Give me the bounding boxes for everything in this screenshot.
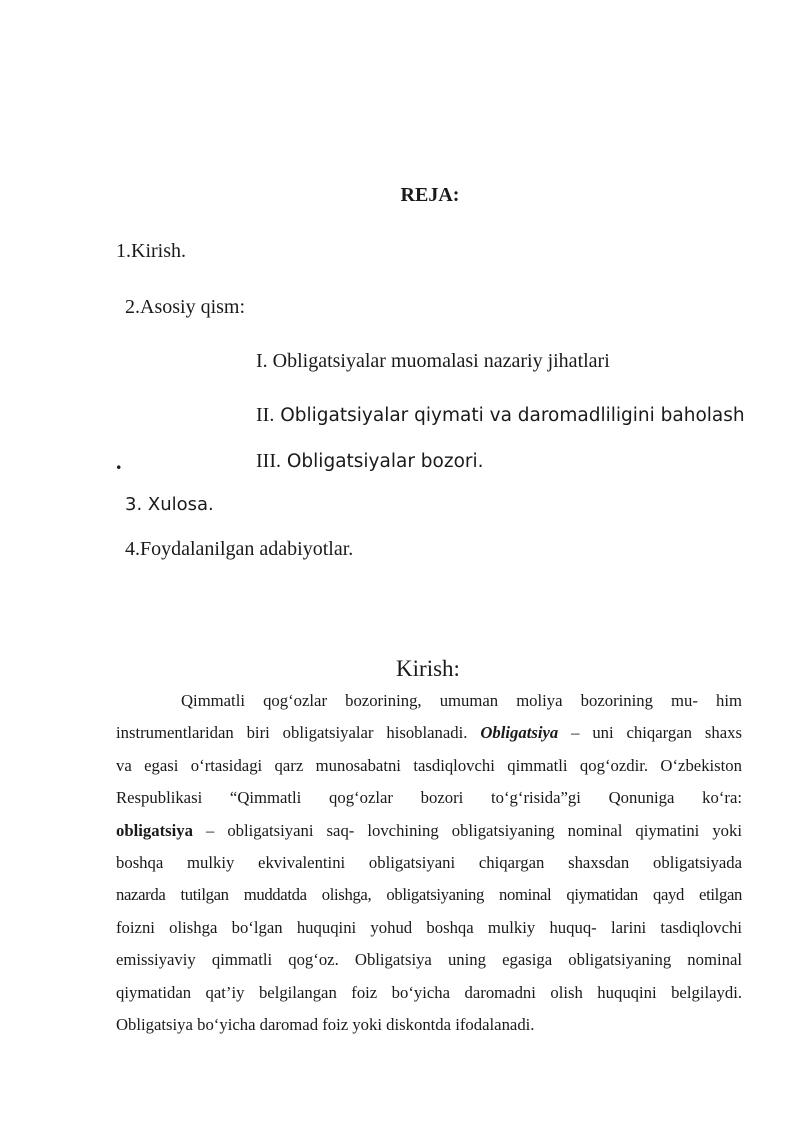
paragraph-line: Obligatsiya bo‘yicha daromad foiz yoki diskontda ifodalanadi. — [116, 1014, 535, 1034]
plan-subitem-2 — [256, 404, 745, 427]
plan-subitem-2-number: II. — [256, 404, 275, 426]
paragraph-line — [116, 815, 742, 847]
plan-title: REJA: — [400, 184, 460, 206]
plan-item-main-part: 2.Asosiy qism: — [125, 296, 246, 318]
paragraph-line: foizni olishga bo‘lgan huquqini yohud boshqa mulkiy huquq- larini tasdiqlovchi — [116, 917, 742, 937]
section-title: Kirish: — [396, 656, 460, 681]
paragraph-line: emissiyaviy qimmatli qog‘oz. Obligatsiya uning egasiga obligatsiyaning nominal — [116, 950, 742, 970]
paragraph-text: – uni chiqargan shaxs — [558, 723, 742, 743]
paragraph-line: Respublikasi “Qimmatli qog‘ozlar bozori to‘g‘risida”gi Qonuniga ko‘ra: — [116, 788, 742, 808]
plan-item-introduction: 1.Kirish. — [116, 240, 186, 262]
intro-paragraph — [116, 685, 742, 1041]
plan-item-conclusion: 3. Xulosa. — [125, 494, 214, 515]
plan-subitem-3-number: III. — [256, 450, 281, 472]
plan-subitem-3 — [256, 450, 484, 473]
paragraph-line: boshqa mulkiy ekvivalentini obligatsiyani chiqargan shaxsdan obligatsiyada — [116, 852, 742, 872]
term-obligatsiya: Obligatsiya — [480, 723, 559, 743]
plan-item-references: 4.Foydalanilgan adabiyotlar. — [125, 538, 354, 560]
paragraph-text: – obligatsiyani saq- lovchining obligatsiyaning nominal qiymatini yoki — [192, 820, 742, 840]
paragraph-text: instrumentlaridan biri obligatsiyalar hisoblanadi. — [116, 723, 481, 743]
paragraph-line — [116, 717, 742, 749]
paragraph-line: qiymatidan qat’iy belgilangan foiz bo‘yicha daromadni olish huquqini belgilaydi. — [116, 982, 742, 1002]
paragraph-line: Qimmatli qog‘ozlar bozorining, umuman moliya bozorining mu- him — [181, 691, 742, 710]
paragraph-line: va egasi o‘rtasidagi qarz munosabatni tasdiqlovchi qimmatli qog‘ozdir. O‘zbekiston — [116, 755, 742, 775]
plan-subitem-2-text: Obligatsiyalar qiymati va daromadliligini baholash — [274, 405, 745, 426]
plan-subitem-3-text: Obligatsiyalar bozori. — [280, 451, 484, 472]
plan-subitem-1: I. Obligatsiyalar muomalasi nazariy jihatlari — [256, 350, 610, 372]
term-obligatsiya-definition: obligatsiya — [116, 820, 193, 840]
bullet-dot: . — [116, 449, 122, 474]
paragraph-line: nazarda tutilgan muddatda olishga, obligatsiyaning nominal qiymatidan qayd etilgan — [116, 885, 742, 905]
